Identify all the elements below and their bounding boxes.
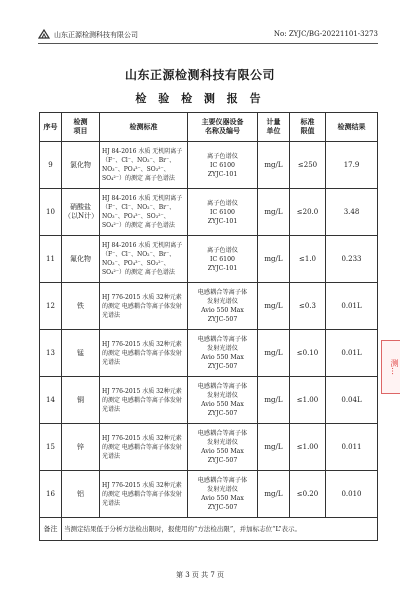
row-result: 0.04L bbox=[326, 377, 378, 424]
table-row bbox=[40, 142, 378, 189]
row-item: 铝 bbox=[62, 471, 100, 518]
row-limit: ≤250 bbox=[290, 142, 326, 189]
row-instrument: 电感耦合等离子体 发射光谱仪 Avio 550 Max ZYJC-507 bbox=[188, 471, 258, 518]
row-method: HJ 776-2015 水质 32种元素的测定 电感耦合等离子体发射光谱法 bbox=[100, 377, 188, 424]
remarks-row bbox=[40, 518, 378, 541]
table-row bbox=[40, 236, 378, 283]
col-header-result: 检测结果 bbox=[326, 113, 378, 142]
row-result: 0.011 bbox=[326, 424, 378, 471]
table-row bbox=[40, 471, 378, 518]
row-no: 15 bbox=[40, 424, 62, 471]
row-result: 3.48 bbox=[326, 189, 378, 236]
company-title: 山东正源检测科技有限公司 bbox=[124, 68, 275, 82]
row-instrument: 电感耦合等离子体 发射光谱仪 Avio 550 Max ZYJC-507 bbox=[188, 330, 258, 377]
row-limit: ≤0.20 bbox=[290, 471, 326, 518]
row-no: 10 bbox=[40, 189, 62, 236]
row-limit: ≤20.0 bbox=[290, 189, 326, 236]
row-limit: ≤0.3 bbox=[290, 283, 326, 330]
row-no: 14 bbox=[40, 377, 62, 424]
table-row bbox=[40, 330, 378, 377]
remarks-text: 当测定结果低于分析方法检出限时，报使用的“方法检出限”，并加标志位“L”表示。 bbox=[62, 518, 378, 541]
page-footer: 第 3 页 共 7 页 bbox=[175, 571, 225, 579]
row-item: 铜 bbox=[62, 377, 100, 424]
row-limit: ≤0.10 bbox=[290, 330, 326, 377]
row-instrument: 电感耦合等离子体 发射光谱仪 Avio 550 Max ZYJC-507 bbox=[188, 377, 258, 424]
row-result: 0.01L bbox=[326, 330, 378, 377]
col-header-limit: 标准 限值 bbox=[290, 113, 326, 142]
row-unit: mg/L bbox=[258, 189, 290, 236]
row-method: HJ 84-2016 水质 无机阴离子（F⁻、Cl⁻、NO₂⁻、Br⁻、NO₃⁻、PO₄³⁻、SO₃²⁻、SO₄²⁻）的测定 离子色谱法 bbox=[100, 236, 188, 283]
row-item: 锌 bbox=[62, 424, 100, 471]
row-no: 9 bbox=[40, 142, 62, 189]
row-unit: mg/L bbox=[258, 142, 290, 189]
row-unit: mg/L bbox=[258, 424, 290, 471]
row-result: 0.01L bbox=[326, 283, 378, 330]
row-limit: ≤1.00 bbox=[290, 424, 326, 471]
col-header-method: 检测标准 bbox=[100, 113, 188, 142]
row-item: 氯化物 bbox=[62, 142, 100, 189]
table-row bbox=[40, 424, 378, 471]
test-results-table bbox=[39, 112, 378, 541]
table-row bbox=[40, 377, 378, 424]
row-item: 硝酸盐 （以N计） bbox=[62, 189, 100, 236]
row-no: 13 bbox=[40, 330, 62, 377]
header-divider bbox=[38, 43, 378, 44]
row-item: 锰 bbox=[62, 330, 100, 377]
row-no: 12 bbox=[40, 283, 62, 330]
table-row bbox=[40, 189, 378, 236]
row-item: 氟化物 bbox=[62, 236, 100, 283]
report-title: 检 验 检 测 报 告 bbox=[135, 92, 265, 105]
row-result: 0.233 bbox=[326, 236, 378, 283]
row-instrument: 离子色谱仪 IC 6100 ZYJC-101 bbox=[188, 142, 258, 189]
row-unit: mg/L bbox=[258, 283, 290, 330]
table-header-row bbox=[40, 113, 378, 142]
row-method: HJ 776-2015 水质 32种元素的测定 电感耦合等离子体发射光谱法 bbox=[100, 330, 188, 377]
row-unit: mg/L bbox=[258, 471, 290, 518]
header-company-name: 山东正源检测科技有限公司 bbox=[54, 31, 138, 39]
row-method: HJ 776-2015 水质 32种元素的测定 电感耦合等离子体发射光谱法 bbox=[100, 471, 188, 518]
row-unit: mg/L bbox=[258, 377, 290, 424]
row-unit: mg/L bbox=[258, 330, 290, 377]
row-limit: ≤1.00 bbox=[290, 377, 326, 424]
report-number: No: ZYJC/BG-20221101-3273 bbox=[273, 30, 378, 38]
row-instrument: 电感耦合等离子体 发射光谱仪 Avio 550 Max ZYJC-507 bbox=[188, 283, 258, 330]
row-instrument: 离子色谱仪 IC 6100 ZYJC-101 bbox=[188, 236, 258, 283]
row-instrument: 电感耦合等离子体 发射光谱仪 Avio 550 Max ZYJC-507 bbox=[188, 424, 258, 471]
row-instrument: 离子色谱仪 IC 6100 ZYJC-101 bbox=[188, 189, 258, 236]
seal-stamp: 测… bbox=[381, 340, 400, 394]
row-result: 0.010 bbox=[326, 471, 378, 518]
row-method: HJ 776-2015 水质 32种元素的测定 电感耦合等离子体发射光谱法 bbox=[100, 283, 188, 330]
row-method: HJ 84-2016 水质 无机阴离子（F⁻、Cl⁻、NO₂⁻、Br⁻、NO₃⁻、PO₄³⁻、SO₃²⁻、SO₄²⁻）的测定 离子色谱法 bbox=[100, 189, 188, 236]
row-limit: ≤1.0 bbox=[290, 236, 326, 283]
table-row bbox=[40, 283, 378, 330]
row-no: 11 bbox=[40, 236, 62, 283]
col-header-no: 序号 bbox=[40, 113, 62, 142]
row-item: 铁 bbox=[62, 283, 100, 330]
col-header-unit: 计量 单位 bbox=[258, 113, 290, 142]
row-method: HJ 776-2015 水质 32种元素的测定 电感耦合等离子体发射光谱法 bbox=[100, 424, 188, 471]
row-method: HJ 84-2016 水质 无机阴离子（F⁻、Cl⁻、NO₂⁻、Br⁻、NO₃⁻、PO₄³⁻、SO₃²⁻、SO₄²⁻）的测定 离子色谱法 bbox=[100, 142, 188, 189]
col-header-item: 检测 项目 bbox=[62, 113, 100, 142]
row-no: 16 bbox=[40, 471, 62, 518]
page-header bbox=[38, 28, 378, 42]
company-logo-icon bbox=[38, 28, 50, 40]
row-result: 17.9 bbox=[326, 142, 378, 189]
col-header-instrument: 主要仪器设备 名称及编号 bbox=[188, 113, 258, 142]
row-unit: mg/L bbox=[258, 236, 290, 283]
remarks-label: 备注 bbox=[40, 518, 62, 541]
